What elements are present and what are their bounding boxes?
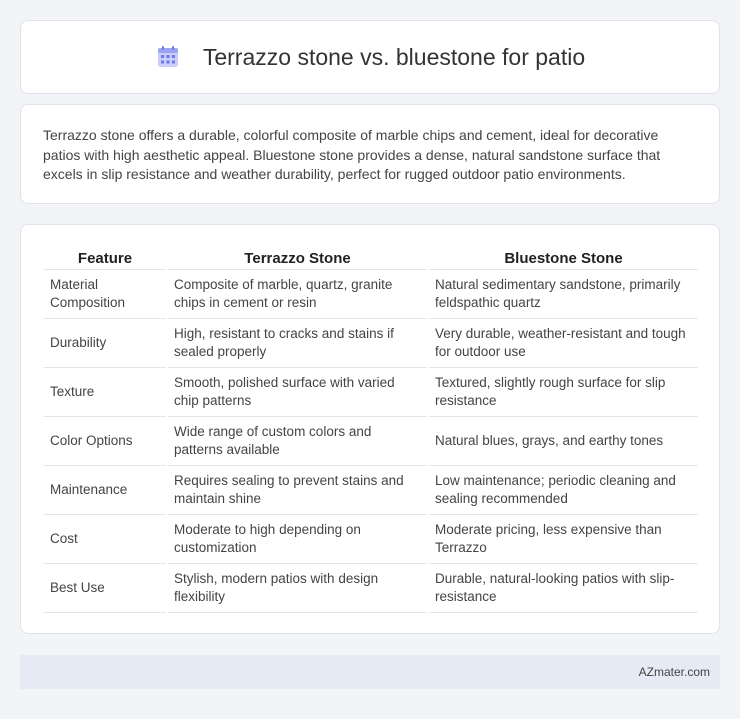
feature-cell: Best Use	[44, 564, 166, 613]
table-row	[44, 515, 698, 564]
terrazzo-cell: Smooth, polished surface with varied chip patterns	[168, 368, 427, 417]
terrazzo-cell: Composite of marble, quartz, granite chips in cement or resin	[168, 270, 427, 319]
table-row	[44, 564, 698, 613]
feature-cell: Color Options	[44, 417, 166, 466]
comparison-table	[42, 243, 700, 613]
header-bluestone: Bluestone Stone	[429, 243, 698, 270]
table-row	[44, 466, 698, 515]
table-row	[44, 368, 698, 417]
terrazzo-cell: Wide range of custom colors and patterns available	[168, 417, 427, 466]
bluestone-cell: Durable, natural-looking patios with slip-resistance	[429, 564, 698, 613]
bluestone-cell: Natural sedimentary sandstone, primarily feldspathic quartz	[429, 270, 698, 319]
feature-cell: Cost	[44, 515, 166, 564]
table-row	[44, 417, 698, 466]
footer-bar	[20, 655, 720, 689]
bluestone-cell: Moderate pricing, less expensive than Terrazzo	[429, 515, 698, 564]
bluestone-cell: Textured, slightly rough surface for slip resistance	[429, 368, 698, 417]
bluestone-cell: Very durable, weather-resistant and tough for outdoor use	[429, 319, 698, 368]
feature-cell: Material Composition	[44, 270, 166, 319]
header-feature: Feature	[44, 243, 166, 270]
table-row	[44, 319, 698, 368]
terrazzo-cell: High, resistant to cracks and stains if sealed properly	[168, 319, 427, 368]
terrazzo-cell: Stylish, modern patios with design flexibility	[168, 564, 427, 613]
intro-text: Terrazzo stone offers a durable, colorful composite of marble chips and cement, ideal for decorative patios with high aesthetic appeal. Bluestone stone provides a dense, natural sandstone surface that excels in slip resistance and weather durability, perfect for rugged outdoor patio environments.	[43, 127, 661, 182]
page-title: Terrazzo stone vs. bluestone for patio	[202, 43, 586, 70]
title-card	[20, 20, 720, 94]
terrazzo-cell: Requires sealing to prevent stains and maintain shine	[168, 466, 427, 515]
footer-brand: AZmater.com	[638, 665, 710, 679]
header-terrazzo: Terrazzo Stone	[168, 243, 427, 270]
intro-card	[20, 104, 720, 204]
table-header-row	[44, 243, 698, 270]
bluestone-cell: Natural blues, grays, and earthy tones	[429, 417, 698, 466]
calendar-grid-icon	[155, 44, 181, 70]
feature-cell: Texture	[44, 368, 166, 417]
feature-cell: Maintenance	[44, 466, 166, 515]
feature-cell: Durability	[44, 319, 166, 368]
terrazzo-cell: Moderate to high depending on customization	[168, 515, 427, 564]
bluestone-cell: Low maintenance; periodic cleaning and sealing recommended	[429, 466, 698, 515]
comparison-card	[20, 224, 720, 634]
table-row	[44, 270, 698, 319]
